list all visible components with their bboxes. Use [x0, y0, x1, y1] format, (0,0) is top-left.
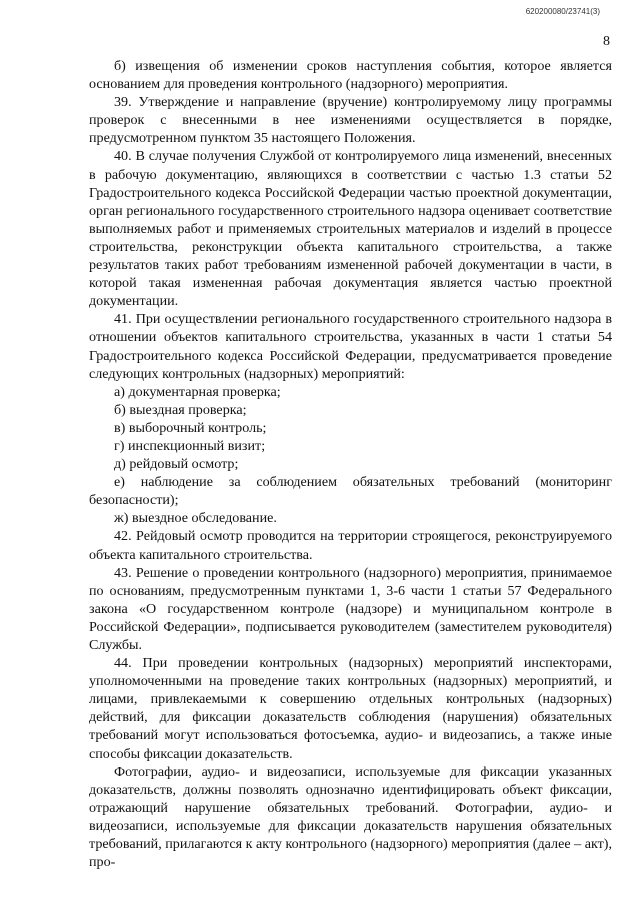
list-item-e: е) наблюдение за соблюдением обязательных требований (мониторинг безопасности); [89, 474, 612, 509]
page-number: 8 [603, 34, 610, 49]
list-item-d: д) рейдовый осмотр; [114, 456, 239, 473]
paragraph-40: 40. В случае получения Службой от контролируемого лица изменений, внесенных в рабочую документацию, являющихся в соответствии с частью 1.3 статьи 52 Градостроительного кодекса Российской Федерации частью проектной документации, орган регионального государственного строительного надзора оценивает соответствие выполняемых работ и применяемых строительных материалов и изделий в процессе строительства, реконструкции объекта капитального строительства, а также результатов таких работ требованиям измененной рабочей документации в части, в которой такая измененная рабочая документация является частью проектной документации. [89, 148, 612, 310]
list-item-zh: ж) выездное обследование. [114, 510, 277, 527]
paragraph-43: 43. Решение о проведении контрольного (надзорного) мероприятия, принимаемое по основаниям, предусмотренным пунктами 1, 3-6 части 1 статьи 57 Федерального закона «О государственном контроле (надзоре) и муниципальном контроле в Российской Федерации», подписывается руководителем (заместителем руководителя) Службы. [89, 564, 612, 653]
paragraph-photo-evidence: Фотографии, аудио- и видеозаписи, используемые для фиксации указанных доказательств, должны позволять однозначно идентифицировать объект фиксации, отражающий нарушение обязательных требований. Фотографии, аудио- и видеозаписи, используемые для фиксации доказательств нарушения обязательных требований, прилагаются к акту контрольного (надзорного) мероприятия (далее – акт), про- [89, 763, 612, 871]
document-id: 620200080/23741(3) [525, 7, 600, 16]
paragraph-42: 42. Рейдовый осмотр проводится на территории строящегося, реконструируемого объекта капитального строительства. [89, 528, 612, 563]
paragraph-41: 41. При осуществлении регионального государственного строительного надзора в отношении объектов капитального строительства, указанных в части 1 статьи 54 Градостроительного кодекса Российской Федерации, предусматривается проведение следующих контрольных (надзорных) мероприятий: [89, 311, 612, 382]
document-body [89, 57, 612, 871]
paragraph-44: 44. При проведении контрольных (надзорных) мероприятий инспекторами, уполномоченными на проведение таких контрольных (надзорных) мероприятий, и лицами, привлекаемыми к совершению отдельных контрольных (надзорных) действий, для фиксации доказательств соблюдения (нарушения) обязательных требований могут использоваться фотосъемка, аудио- и видеозапись, а также иные способы фиксации доказательств. [89, 655, 612, 762]
paragraph-b-continuation: б) извещения об изменении сроков наступления события, которое является основанием для проведения контрольного (надзорного) мероприятия. [89, 58, 612, 93]
list-item-v: в) выборочный контроль; [114, 419, 267, 436]
list-item-b: б) выездная проверка; [114, 401, 247, 418]
paragraph-39: 39. Утверждение и направление (вручение) контролируемому лицу программы проверок с внесенными в нее изменениями осуществляется в порядке, предусмотренном пунктом 35 настоящего Положения. [89, 94, 612, 147]
list-item-g: г) инспекционный визит; [114, 437, 266, 454]
list-item-a: а) документарная проверка; [114, 383, 281, 400]
